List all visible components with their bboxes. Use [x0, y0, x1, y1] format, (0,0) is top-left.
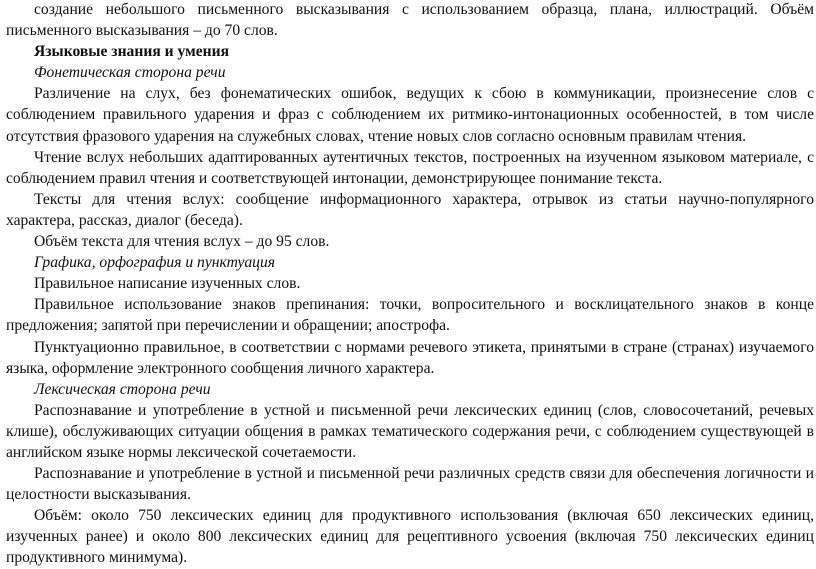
- paragraph-reading-aloud: Чтение вслух небольших адаптированных аутентичных текстов, построенных на изученном языковом материале, с соблюдением правил чтения и соответствующей интонации, демонстрирующее понимание текста.: [6, 148, 814, 187]
- paragraph-lexical-volume: Объём: около 750 лексических единиц для продуктивного использования (включая 650 лексических единиц, изученных ранее) и около 800 лексических единиц для рецептивного усвоения (включая 750 лексических единиц продуктивного минимума).: [6, 507, 814, 567]
- paragraph-spelling: Правильное написание изученных слов.: [34, 275, 301, 293]
- paragraph-reading-volume: Объём текста для чтения вслух – до 95 слов.: [34, 233, 330, 251]
- section-heading-language-skills: Языковые знания и умения: [34, 43, 230, 61]
- paragraph-phonetics-listening: Различение на слух, без фонематических ошибок, ведущих к сбою в коммуникации, произнесение слов с соблюдением правильного ударения и фраз с соблюдением их ритмико-интонационных особенностей, в том числе отсутствия фразового ударения на служебных словах, чтение новых слов согласно основным правилам чтения.: [6, 85, 814, 145]
- paragraph-lexical-units: Распознавание и употребление в устной и письменной речи лексических единиц (слов, словосочетаний, речевых клише), обслуживающих ситуации общения в рамках тематического содержания речи, с соблюдением существующей в английском языке нормы лексической сочетаемости.: [6, 401, 814, 461]
- subheading-lexical: Лексическая сторона речи: [34, 380, 211, 398]
- document-page: [6, 0, 814, 569]
- paragraph-lexical-cohesion: Распознавание и употребление в устной и письменной речи различных средств связи для обеспечения логичности и целостности высказывания.: [6, 465, 814, 504]
- subheading-graphics-orthography: Графика, орфография и пунктуация: [34, 254, 276, 272]
- subheading-phonetics: Фонетическая сторона речи: [34, 64, 226, 82]
- paragraph-reading-texts: Тексты для чтения вслух: сообщение информационного характера, отрывок из статьи научно-популярного характера, рассказ, диалог (беседа).: [6, 190, 814, 229]
- paragraph-written-expression: создание небольшого письменного высказывания с использованием образца, плана, иллюстраций. Объём письменного высказывания – до 70 слов.: [6, 1, 814, 40]
- paragraph-punctuation-etiquette: Пунктуационно правильное, в соответствии с нормами речевого этикета, принятыми в стране (странах) изучаемого языка, оформление электронного сообщения личного характера.: [6, 338, 814, 377]
- paragraph-punctuation-marks: Правильное использование знаков препинания: точки, вопросительного и восклицательного знаков в конце предложения; запятой при перечислении и обращении; апострофа.: [6, 296, 814, 335]
